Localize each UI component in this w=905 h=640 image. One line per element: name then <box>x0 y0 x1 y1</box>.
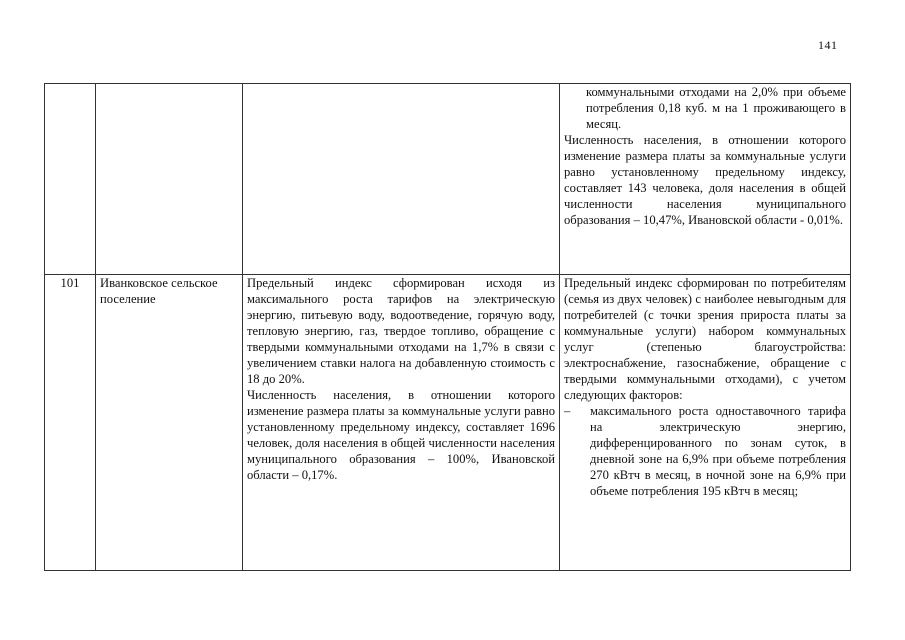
table-row <box>45 275 851 571</box>
page-number: 141 <box>818 38 838 52</box>
settlement-name-cell: Иванковское сельское поселение <box>96 275 243 571</box>
population-paragraph: Численность населения, в отношении которого изменение размера платы за коммунальные услуги равно установленному предельному индексу, составляет 1696 человек, доля населения в общей численности населения муниципального образования – 100%, Ивановской области – 0,17%. <box>247 388 555 482</box>
table-row <box>45 84 851 275</box>
population-paragraph: Численность населения, в отношении которого изменение размера платы за коммунальные услуги равно установленному предельному индексу, составляет 143 человека, доля населения в общей численности населения муниципального образования – 10,47%, Ивановской области - 0,01%. <box>564 133 846 227</box>
consumer-description-cell <box>560 84 851 275</box>
consumer-description-cell <box>560 275 851 571</box>
index-formation-cell <box>243 275 560 571</box>
row-number-cell <box>45 84 96 275</box>
index-formation-cell <box>243 84 560 275</box>
row-number-cell: 101 <box>45 275 96 571</box>
settlement-name-cell <box>96 84 243 275</box>
consumer-intro-paragraph: Предельный индекс сформирован по потребителям (семья из двух человек) с наиболее невыгодным для потребителей (с точки зрения прироста платы за коммунальные услуги) набором коммунальных услуг (степенью благоустройства: электроснабжение, газоснабжение, обращение с твердыми коммунальными отходами), с учетом следующих факторов: <box>564 276 846 402</box>
factor-text: максимального роста одноставочного тарифа на электрическую энергию, дифференцированного по зонам суток, в дневной зоне на 6,9% при объеме потребления 270 кВтч в месяц, в ночной зоне на 6,9% при объеме потребления 195 кВтч в месяц; <box>590 404 846 498</box>
tariff-index-table <box>44 83 851 571</box>
factor-list-item <box>564 403 846 499</box>
formation-paragraph: Предельный индекс сформирован исходя из максимального роста тарифов на электрическую энергию, питьевую воду, водоотведение, горячую воду, тепловую энергию, газ, твердое топливо, обращение с твердыми коммунальными отходами на 1,7% в связи с увеличением ставки налога на добавленную стоимость с 18 до 20%. <box>247 276 555 386</box>
continued-paragraph: коммунальными отходами на 2,0% при объеме потребления 0,18 куб. м на 1 проживающего в месяц. <box>586 85 846 131</box>
dash-bullet-icon: – <box>564 404 571 418</box>
